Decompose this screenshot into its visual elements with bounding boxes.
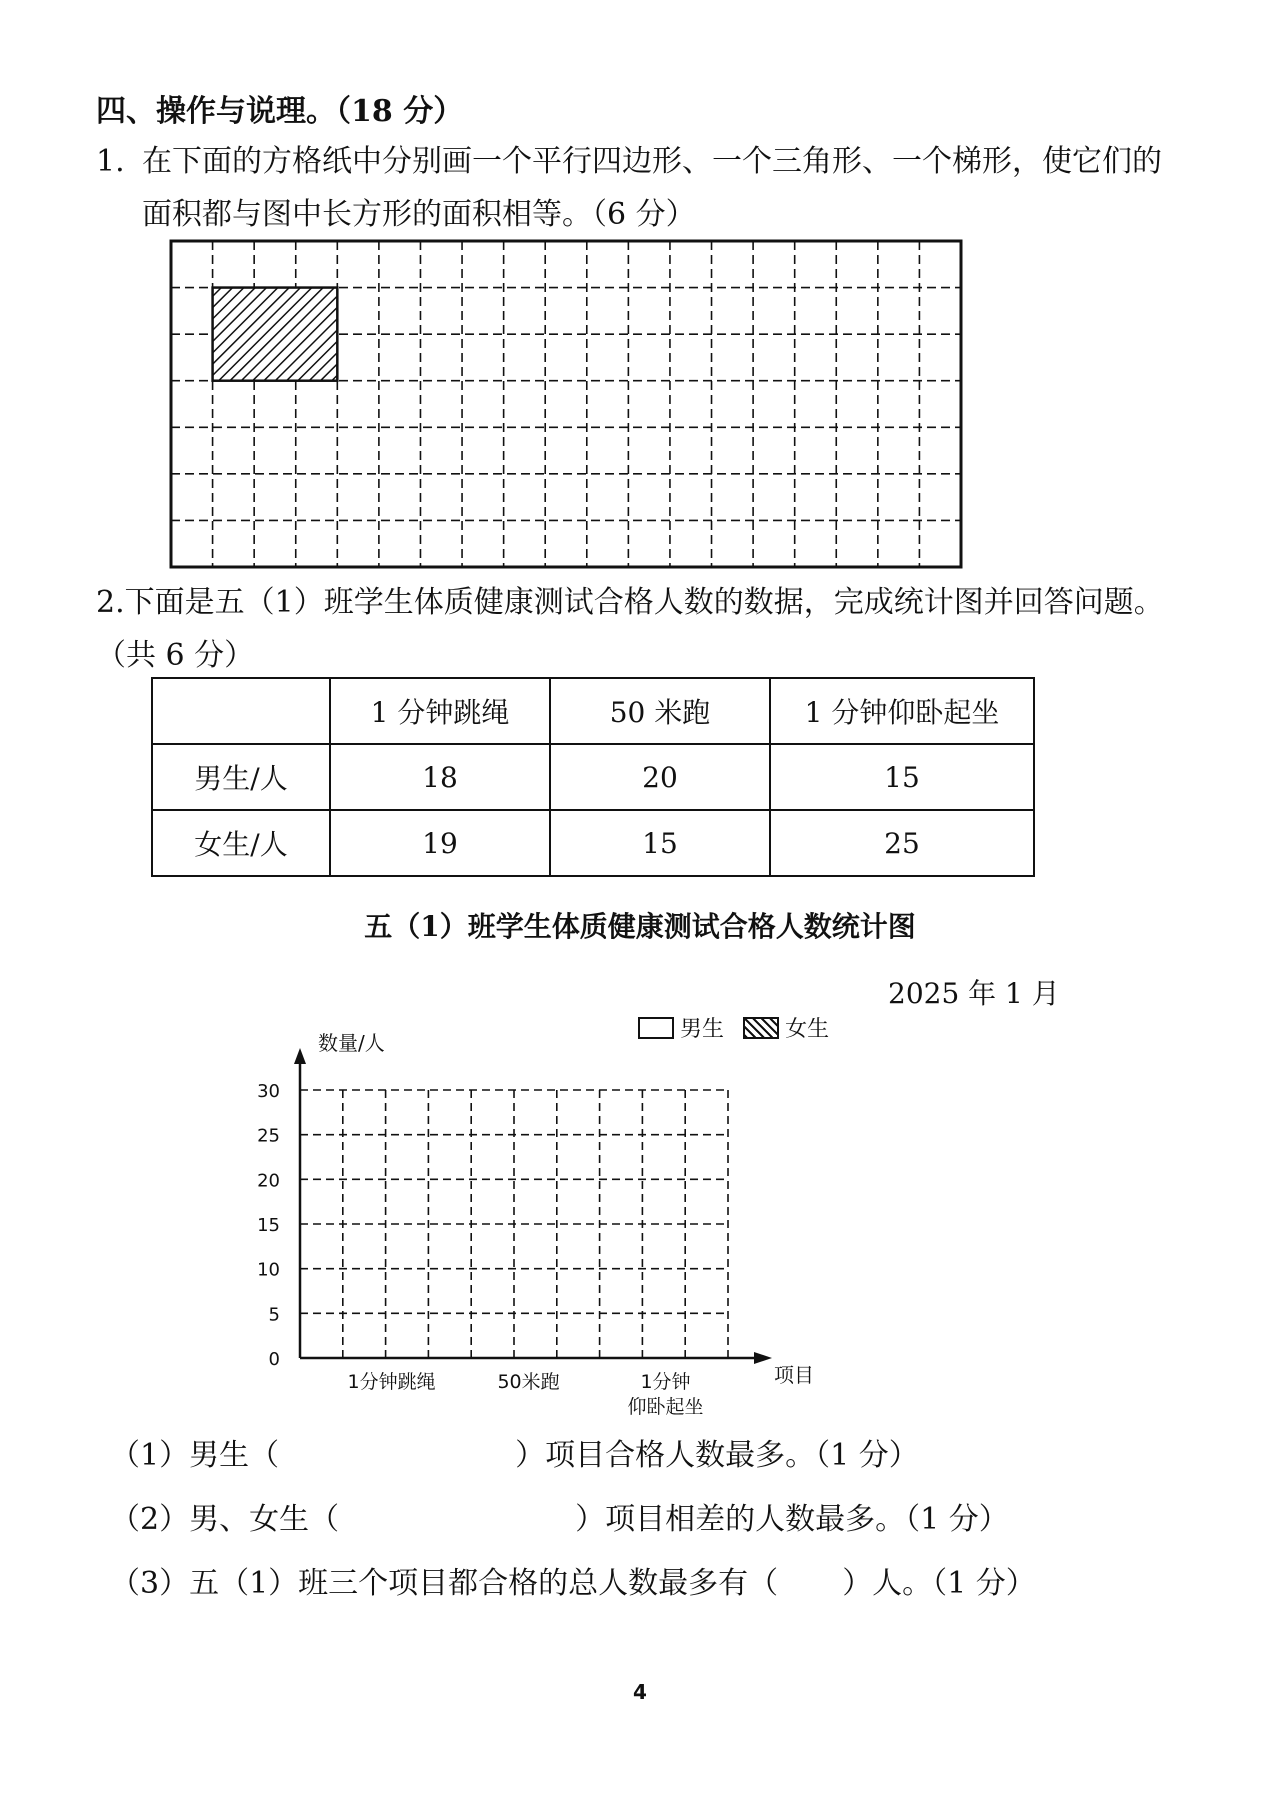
y-tick-label: 0 <box>268 1349 280 1370</box>
y-tick-label: 15 <box>257 1215 280 1236</box>
page-number: 4 <box>633 1680 647 1704</box>
q2-text-line2: （共 6 分） <box>96 638 255 673</box>
table-cell: 15 <box>770 744 1034 810</box>
row-label: 女生/人 <box>152 810 330 876</box>
table-row <box>152 744 1034 810</box>
table-header-row <box>152 678 1034 744</box>
grid-paper[interactable] <box>168 238 964 570</box>
y-tick-label: 5 <box>268 1304 280 1326</box>
table-cell: 15 <box>550 810 770 876</box>
question-3-suffix: ）人。（1 分） <box>842 1566 1036 1601</box>
table-cell: 25 <box>770 810 1034 876</box>
q1-text-line2: 面积都与图中长方形的面积相等。（6 分） <box>142 197 696 232</box>
row-label: 男生/人 <box>152 744 330 810</box>
chart-title: 五（1）班学生体质健康测试合格人数统计图 <box>364 910 916 943</box>
question-2 <box>110 1502 1009 1537</box>
x-ticks <box>348 1371 704 1418</box>
table-header-cell <box>152 678 330 744</box>
y-tick-label: 20 <box>257 1170 280 1192</box>
question-1-suffix: ）项目合格人数最多。（1 分） <box>515 1438 919 1473</box>
question-1 <box>110 1438 919 1473</box>
table-header-cell: 1 分钟仰卧起坐 <box>770 678 1034 744</box>
y-tick-label: 10 <box>257 1259 280 1281</box>
x-axis-arrow <box>754 1352 772 1364</box>
question-3-prefix: （3）五（1）班三个项目都合格的总人数最多有（ <box>110 1566 779 1601</box>
y-axis-label: 数量/人 <box>318 1031 385 1055</box>
table-cell: 20 <box>550 744 770 810</box>
question-1-prefix: （1）男生（ <box>110 1438 280 1473</box>
y-ticks <box>257 1081 280 1370</box>
data-table <box>151 677 1035 877</box>
y-tick-label: 25 <box>257 1125 280 1147</box>
chart-grid <box>300 1090 728 1358</box>
chart-date: 2025 年 1 月 <box>888 977 1060 1010</box>
q1-number: 1. <box>96 144 125 179</box>
question-2-prefix: （2）男、女生（ <box>110 1502 340 1537</box>
x-tick-label: 50米跑 <box>497 1371 560 1393</box>
y-tick-label: 30 <box>257 1081 280 1102</box>
table-cell: 19 <box>330 810 550 876</box>
legend-label: 女生 <box>785 1017 830 1042</box>
table-header-cell: 1 分钟跳绳 <box>330 678 550 744</box>
y-axis-arrow <box>294 1048 306 1064</box>
q2-text-line1: 2.下面是五（1）班学生体质健康测试合格人数的数据，完成统计图并回答问题。 <box>96 585 1164 620</box>
q1-text-line1: 在下面的方格纸中分别画一个平行四边形、一个三角形、一个梯形，使它们的 <box>142 144 1162 179</box>
table-cell: 18 <box>330 744 550 810</box>
x-tick-label: 1分钟 <box>640 1371 691 1393</box>
table-row <box>152 810 1034 876</box>
x-axis-label: 项目 <box>774 1363 814 1387</box>
legend-label: 男生 <box>680 1017 725 1042</box>
question-2-suffix: ）项目相差的人数最多。（1 分） <box>575 1502 1009 1537</box>
section-heading: 四、操作与说理。（18 分） <box>96 94 464 129</box>
bar-chart[interactable] <box>240 1020 820 1420</box>
x-tick-label: 仰卧起坐 <box>627 1396 704 1418</box>
table-header-cell: 50 米跑 <box>550 678 770 744</box>
chart-axes <box>294 1048 772 1364</box>
x-tick-label: 1分钟跳绳 <box>347 1371 436 1393</box>
question-3 <box>110 1566 1036 1601</box>
shaded-rectangle <box>213 288 338 381</box>
